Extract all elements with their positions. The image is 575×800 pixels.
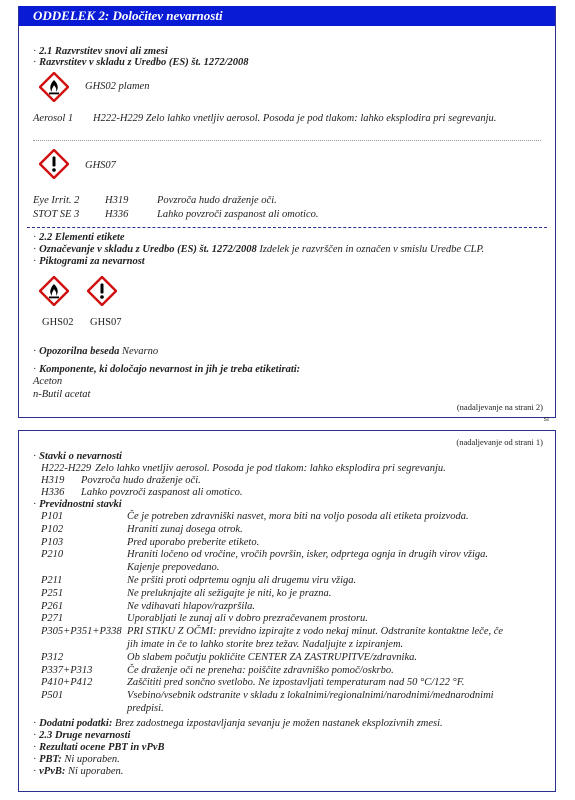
component-item: Aceton: [33, 376, 63, 387]
continued-to-note: (nadaljevanje na strani 2): [456, 402, 543, 412]
additional-label: Dodatni podatki:: [39, 718, 113, 729]
exclamation-pictogram-icon: [87, 276, 117, 306]
precautionary-code: P261: [41, 601, 64, 612]
signal-word: Nevarno: [121, 346, 159, 357]
section-title: ODDELEK 2: Določitev nevarnosti: [19, 6, 555, 26]
ghs02-label: GHS02 plamen: [85, 81, 150, 92]
pictograms-heading: Piktogrami za nevarnost: [39, 256, 145, 267]
hazard-statement-row: [41, 463, 446, 475]
precautionary-text: PRI STIKU Z OČMI: previdno izpirajte z vodo nekaj minut. Odstranite kontaktne leče, če: [127, 626, 504, 637]
precautionary-text: Vsebino/vsebnik odstranite v skladu z lokalnimi/regionalnimi/narodnimi/mednarodnimi: [127, 690, 494, 701]
precautionary-text: jih imate in če to lahko storite brez težav. Nadaljujte z izpiranjem.: [127, 639, 404, 650]
h-code: H319: [105, 195, 129, 206]
dashed-divider: [27, 227, 547, 228]
hazard-code: H319: [41, 475, 65, 486]
precautionary-text: Pred uporabo preberite etiketo.: [127, 537, 260, 548]
hazard-statements-heading: Stavki o nevarnosti: [39, 451, 122, 462]
vpvb-value: Ni uporaben.: [68, 766, 124, 777]
class-row-2: [33, 209, 319, 221]
class-text: Lahko povzroči zaspanost ali omotico.: [157, 209, 319, 220]
precautionary-row: [41, 626, 504, 638]
precautionary-row: [41, 549, 489, 561]
other-hazards-heading: 2.3 Druge nevarnosti: [39, 730, 131, 741]
s21-heading: 2.1 Razvrstitev snovi ali zmesi: [39, 46, 168, 57]
precautionary-row: [41, 665, 394, 677]
precautionary-text: Če je potreben zdravniški nasvet, mora biti na voljo posoda ali etiketa proizvoda.: [127, 511, 469, 522]
precautionary-row: [41, 677, 465, 689]
precautionary-row: [41, 601, 256, 613]
flame-pictogram-icon: [39, 72, 69, 102]
precautionary-row: [41, 511, 469, 523]
precautionary-code: P312: [41, 652, 64, 663]
component-item: n-Butil acetat: [33, 389, 91, 400]
h-code: H336: [105, 209, 129, 220]
precautionary-code: P103: [41, 537, 64, 548]
precautionary-row: [41, 690, 494, 702]
hazard-statement-row: [41, 487, 243, 499]
precautionary-text: Kajenje prepovedano.: [127, 562, 220, 573]
precautionary-heading: Previdnostni stavki: [39, 499, 122, 510]
precautionary-code: P101: [41, 511, 64, 522]
pbt-label: PBT:: [39, 754, 62, 765]
hazard-text: Zelo lahko vnetljiv aerosol. Posoda je pod tlakom: lahko eksplodira pri segrevanju.: [95, 463, 446, 474]
precautionary-text: Ne vdihavati hlapov/razpršila.: [127, 601, 256, 612]
precautionary-text: Ne preluknjajte ali sežigajte je niti, ko je prazna.: [127, 588, 332, 599]
hazard-code: H336: [41, 487, 65, 498]
ghs07-label: GHS07: [85, 160, 116, 171]
precautionary-row: [41, 588, 332, 600]
vpvb-label: vPvB:: [39, 766, 66, 777]
flame-pictogram-icon: [39, 276, 69, 306]
continued-from-note: (nadaljevanje od strani 1): [456, 437, 543, 447]
pictogram-label-ghs07: GHS07: [90, 317, 122, 328]
precautionary-code: P501: [41, 690, 64, 701]
dotted-divider: [33, 140, 541, 141]
precautionary-text: Hraniti ločeno od vročine, vročih površin, isker, odprtega ognja in drugih virov vžiga.: [127, 549, 489, 560]
class-code: STOT SE 3: [33, 209, 80, 220]
precautionary-row: [41, 537, 260, 549]
precautionary-code: P410+P412: [41, 677, 93, 688]
additional-text: Brez zadostnega izpostavljanja sevanju je možen nastanek eksplozivnih zmesi.: [114, 718, 443, 729]
precautionary-text: Uporabljati le zunaj ali v dobro prezračevanem prostoru.: [127, 613, 368, 624]
precautionary-code: P271: [41, 613, 64, 624]
precautionary-row: [41, 613, 368, 625]
precautionary-text: Zaščititi pred sončno svetlobo. Ne izpostavljati temperaturam nad 50 °C/122 °F.: [127, 677, 465, 688]
precautionary-row: [41, 524, 243, 536]
aerosol-statement: H222-H229 Zelo lahko vnetljiv aerosol. Posoda je pod tlakom: lahko eksplodira pri segrevanju.: [93, 113, 497, 124]
precautionary-text: Ob slabem počutju pokličite CENTER ZA ZASTRUPITVE/zdravnika.: [127, 652, 417, 663]
pbt-heading: Rezultati ocene PBT in vPvB: [39, 742, 165, 753]
precautionary-row: [41, 652, 417, 664]
precautionary-row: [41, 575, 357, 587]
class-code: Eye Irrit. 2: [33, 195, 80, 206]
labelling-text: Izdelek je razvrščen in označen v smislu Uredbe CLP.: [259, 244, 485, 255]
s21-subheading: Razvrstitev v skladu z Uredbo (ES) št. 1272/2008: [39, 57, 249, 68]
signal-word-label: Opozorilna beseda: [39, 346, 120, 357]
exclamation-pictogram-icon: [39, 149, 69, 179]
class-row-1: [33, 195, 277, 207]
page-2-section: (nadaljevanje od strani 1) · Stavki o nevarnosti H222-H229 Zelo lahko vnetljiv aerosol. Posoda je pod tlakom: lahko eksplodira pri segrevanju. H319 Povzroča hudo draženje oči. H336 Lahko povzroči zaspanost ali omotico. · Previdnostni stavki P101 Če je potreben zdravniški nasvet, mora biti na voljo posoda ali etiketa proizvoda. P102 Hraniti zunaj dosega otrok. P103 Pred uporabo preberite etiketo. P210 Hraniti ločeno od vročine, vročih površin, isker, odprtega ognja in drugih virov vžiga. Kajenje prepovedano. P211 Ne pršiti proti odprtemu ognju ali drugemu viru vžiga. P251 Ne preluknjajte ali sežigajte je niti, ko je prazna. P261 Ne vdihavati hlapov/razpršila. P271 Uporabljati le zunaj ali v dobro prezračevanem prostoru. P305+P351+P338 PRI STIKU Z OČMI: previdno izpirajte z vodo nekaj minut. Odstranite kontaktne leče, če jih imate in če to lahko storite brez težav. Nadaljujte z izpiranjem. P312 Ob slabem počutju pokličite CENTER ZA ZASTRUPITVE/zdravnika. P337+P313 Če draženje oči ne preneha: poiščite zdravniško pomoč/oskrbo. P410+P412 Zaščititi pred sončno svetlobo. Ne izpostavljati temperaturam nad 50 °C/122 °F. P501 Vsebino/vsebnik odstranite v skladu z lokalnimi/regionalnimi/narodnimi/mednarodnimi predpisi. · Dodatni podatki: Brez zadostnega izpostavljanja sevanju je možen nastanek eksplozivnih zmesi. · 2.3 Druge nevarnosti · Rezultati ocene PBT in vPvB · PBT: Ni uporaben. · vPvB: Ni uporaben.: [18, 430, 556, 792]
precautionary-text: Hraniti zunaj dosega otrok.: [127, 524, 243, 535]
hazard-code: H222-H229: [41, 463, 92, 474]
hazard-text: Povzroča hudo draženje oči.: [81, 475, 201, 486]
class-text: Povzroča hudo draženje oči.: [157, 195, 277, 206]
precautionary-text: Če draženje oči ne preneha: poiščite zdravniško pomoč/oskrbo.: [127, 665, 394, 676]
hazard-statement-row: [41, 475, 201, 487]
precautionary-code: P337+P313: [41, 665, 93, 676]
language-code: SI: [543, 417, 549, 423]
hazard-text: Lahko povzroči zaspanost ali omotico.: [81, 487, 243, 498]
aerosol-class: Aerosol 1: [33, 113, 74, 124]
precautionary-code: P102: [41, 524, 64, 535]
s22-heading: 2.2 Elementi etikete: [39, 232, 125, 243]
precautionary-code: P305+P351+P338: [41, 626, 122, 637]
components-heading: Komponente, ki določajo nevarnost in jih je treba etiketirati:: [39, 364, 301, 375]
page-1-section: ODDELEK 2: Določitev nevarnosti · 2.1 Razvrstitev snovi ali zmesi · Razvrstitev v skladu z Uredbo (ES) št. 1272/2008 GHS02 plamen Aerosol 1 H222-H229 Zelo lahko vnetljiv aerosol. Posoda je pod tlakom: lahko eksplodira pri segrevanju. GHS07 Eye Irrit. 2 H319 Povzroča hudo draženje oči. STOT SE 3 H336 Lahko povzroči zaspanost ali omotico. · 2.2 Elementi etikete · Označevanje v skladu z Uredbo (ES) št. 1272/2008 Izdelek je razvrščen in označen v smislu Uredbe CLP. · Piktogrami za nevarnost GHS02 GHS07 · Opozorilna beseda Nevarno · Komponente, ki določajo nevarnost in jih je treba etiketirati: Aceton n-Butil acetat (nadaljevanje na strani 2) SI: [18, 6, 556, 418]
precautionary-code: P211: [41, 575, 63, 586]
pbt-value: Ni uporaben.: [64, 754, 120, 765]
precautionary-text: predpisi.: [127, 703, 164, 714]
pictogram-label-ghs02: GHS02: [42, 317, 74, 328]
labelling-heading: Označevanje v skladu z Uredbo (ES) št. 1272/2008: [39, 244, 257, 255]
precautionary-code: P210: [41, 549, 64, 560]
precautionary-code: P251: [41, 588, 64, 599]
precautionary-text: Ne pršiti proti odprtemu ognju ali drugemu viru vžiga.: [127, 575, 357, 586]
